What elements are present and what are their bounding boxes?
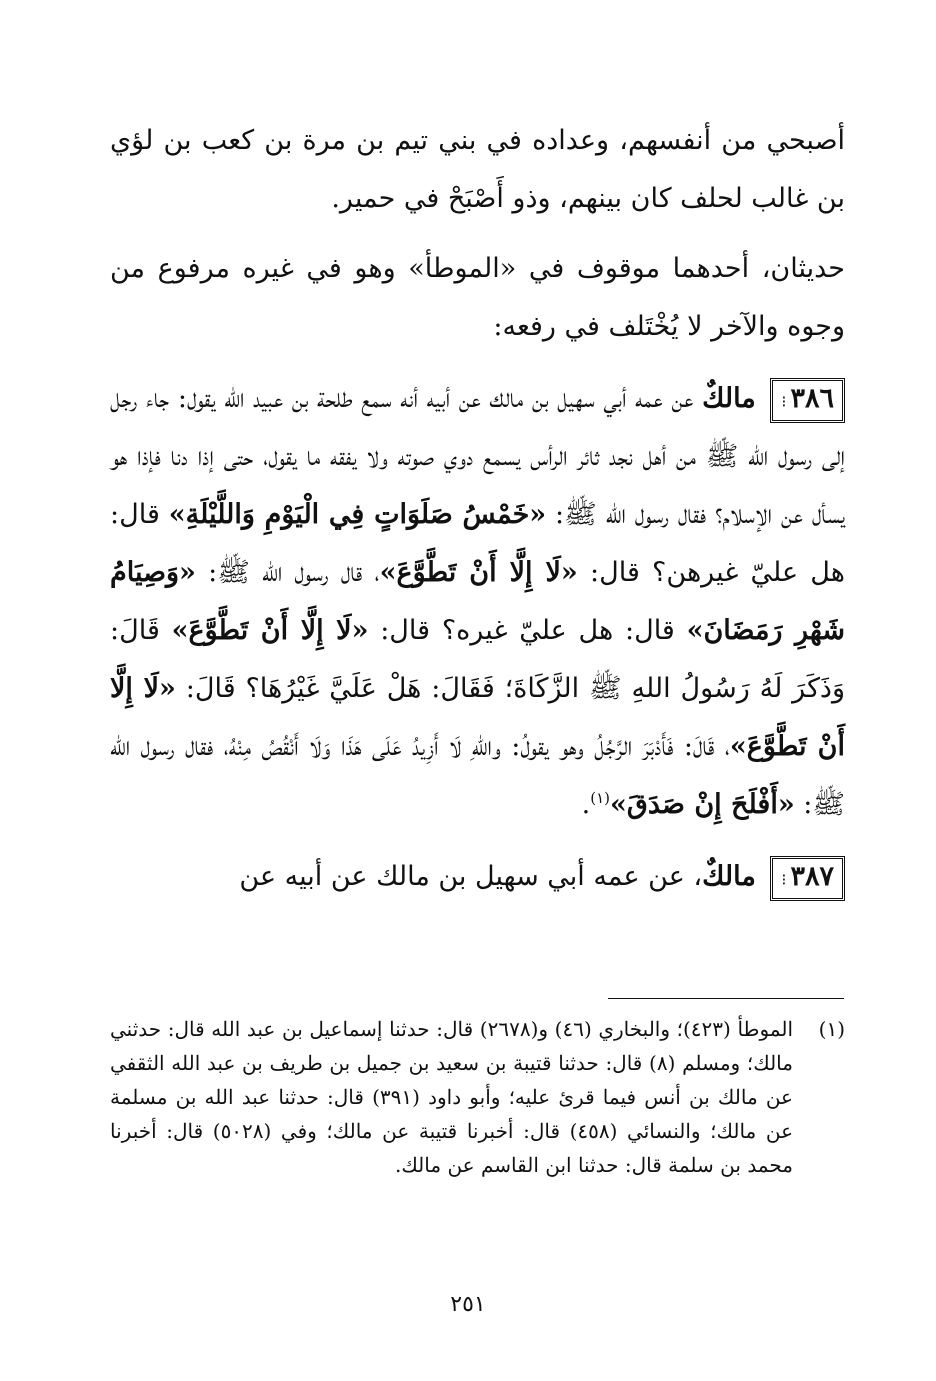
- page-body: [110, 112, 845, 906]
- prophet-quote: «لَا إِلَّا أَنْ تَطَّوَّعَ»: [110, 673, 845, 762]
- hadith-number-386: ٣٨٦⁝: [770, 378, 845, 423]
- prophet-quote: «أَفْلَحَ إِنْ صَدَقَ»: [610, 789, 795, 820]
- paragraph-two-hadiths: حديثان، أحدهما موقوف في «الموطأ» وهو في غيره مرفوع من وجوه والآخر لا يُخْتَلف في رفعه:: [110, 253, 845, 342]
- hadith-386: ٣٨٦⁝ مالكٌ عن عمه أبي سهيل بن مالك عن أبيه أنه سمع طلحة بن عبيد الله يقول: جاء رجل إلى رسول الله ﷺ من أهل نجد ثائر الرأس يسمع دوي صوته ولا يفقه ما يقول، حتى إذا دنا فإذا هو يسأل عن الإسلام؟ فقال رسول الله ﷺ: «خَمْسُ صَلَوَاتٍ فِي الْيَوْمِ وَاللَّيْلَةِ» قال: هل عليّ غيرهن؟ قال: «لَا إِلَّا أَنْ تَطَّوَّعَ»، قال رسول الله ﷺ: «وَصِيَامُ شَهْرِ رَمَضَانَ» قال: هل عليّ غيره؟ قال: «لَا إِلَّا أَنْ تَطَّوَّعَ» قَالَ: وَذَكَرَ لَهُ رَسُولُ اللهِ ﷺ الزَّكَاةَ؛ فَقَالَ: هَلْ عَلَيَّ غَيْرُهَا؟ قَالَ: «لَا إِلَّا أَنْ تَطَّوَّعَ»، قَالَ: فَأَدْبَرَ الرَّجُلُ وهو يقولُ: واللهِ لَا أَزِيدُ عَلَى هَذَا وَلَا أَنْقُصُ مِنْهُ، فقال رسول الله ﷺ: «أَفْلَحَ إِنْ صَدَقَ»$^{(١)}$.: [110, 370, 845, 834]
- hadith-text: ، عن عمه أبي سهيل بن مالك عن أبيه عن: [239, 861, 703, 892]
- prophet-quote: «خَمْسُ صَلَوَاتٍ فِي الْيَوْمِ وَاللَّيْلَةِ»: [168, 499, 547, 530]
- footnote-number: (١): [818, 1017, 845, 1041]
- hadith-number-387: ٣٨٧⁝: [770, 856, 845, 901]
- hadith-text: ، قَالَ: فَأَدْبَرَ الرَّجُلُ وهو يقولُ: واللهِ لَا أَزِيدُ عَلَى هَذَا وَلَا أَنْقُصُ مِنْهُ، فقال رسول الله ﷺ:: [110, 731, 845, 820]
- footnote-text: الموطأ (٤٢٣)؛ والبخاري (٤٦) و(٢٦٧٨) قال: حدثنا إسماعيل بن عبد الله قال: حدثني مالك؛ ومسلم (٨) قال: حدثنا قتيبة بن سعيد بن جميل بن طريف بن عبد الله الثقفي عن مالك بن أنس فيما قرئ عليه؛ وأبو داود (٣٩١) قال: حدثنا عبد الله بن مسلمة عن مالك؛ والنسائي (٤٥٨) قال: أخبرنا قتيبة عن مالك؛ وفي (٥٠٢٨) قال: أخبرنا محمد بن سلمة قال: حدثنا ابن القاسم عن مالك.: [110, 1017, 794, 1177]
- hadith-text: ، قال رسول الله ﷺ:: [195, 557, 380, 588]
- hadith-387: [110, 848, 845, 906]
- hadith-speaker: مالكٌ: [702, 383, 756, 414]
- hadith-text: عن عمه أبي سهيل بن مالك عن أبيه أنه سمع طلحة بن عبيد الله يقول: جاء رجل إلى رسول الله ﷺ من أهل نجد ثائر الرأس يسمع دوي صوته ولا يفقه ما يقول، حتى إذا دنا فإذا هو يسأل عن الإسلام؟ فقال رسول الله ﷺ:: [110, 383, 845, 530]
- prophet-quote: «وَصِيَامُ شَهْرِ رَمَضَانَ»: [110, 557, 845, 646]
- hadith-text: قال: هل عليّ غيره؟ قال:: [368, 615, 687, 646]
- page-number: ٢٥١: [450, 1292, 486, 1317]
- hadith-text: قال: هل عليّ غيرهن؟ قال:: [110, 499, 845, 588]
- ornament-icon: ⁝: [781, 392, 787, 411]
- footnote: [110, 1012, 845, 1182]
- prophet-quote: «لَا إِلَّا أَنْ تَطَّوَّعَ»: [171, 615, 369, 646]
- hadith-text: قَالَ: وَذَكَرَ لَهُ رَسُولُ اللهِ ﷺ الزَّكَاةَ؛ فَقَالَ: هَلْ عَلَيَّ غَيْرُهَا؟ قَالَ:: [110, 615, 845, 704]
- ornament-icon: ⁝: [781, 870, 787, 889]
- paragraph-intro: أصبحي من أنفسهم، وعداده في بني تيم بن مرة بن كعب بن لؤي بن غالب لحلف كان بينهم، وذو أَصْبَحْ في حمير.: [110, 125, 845, 214]
- footnote-reference[interactable]: (١): [590, 789, 610, 807]
- prophet-quote: «لَا إِلَّا أَنْ تَطَّوَّعَ»: [379, 557, 578, 588]
- hadith-speaker: مالكٌ: [702, 861, 756, 892]
- footnote-divider: [608, 998, 844, 999]
